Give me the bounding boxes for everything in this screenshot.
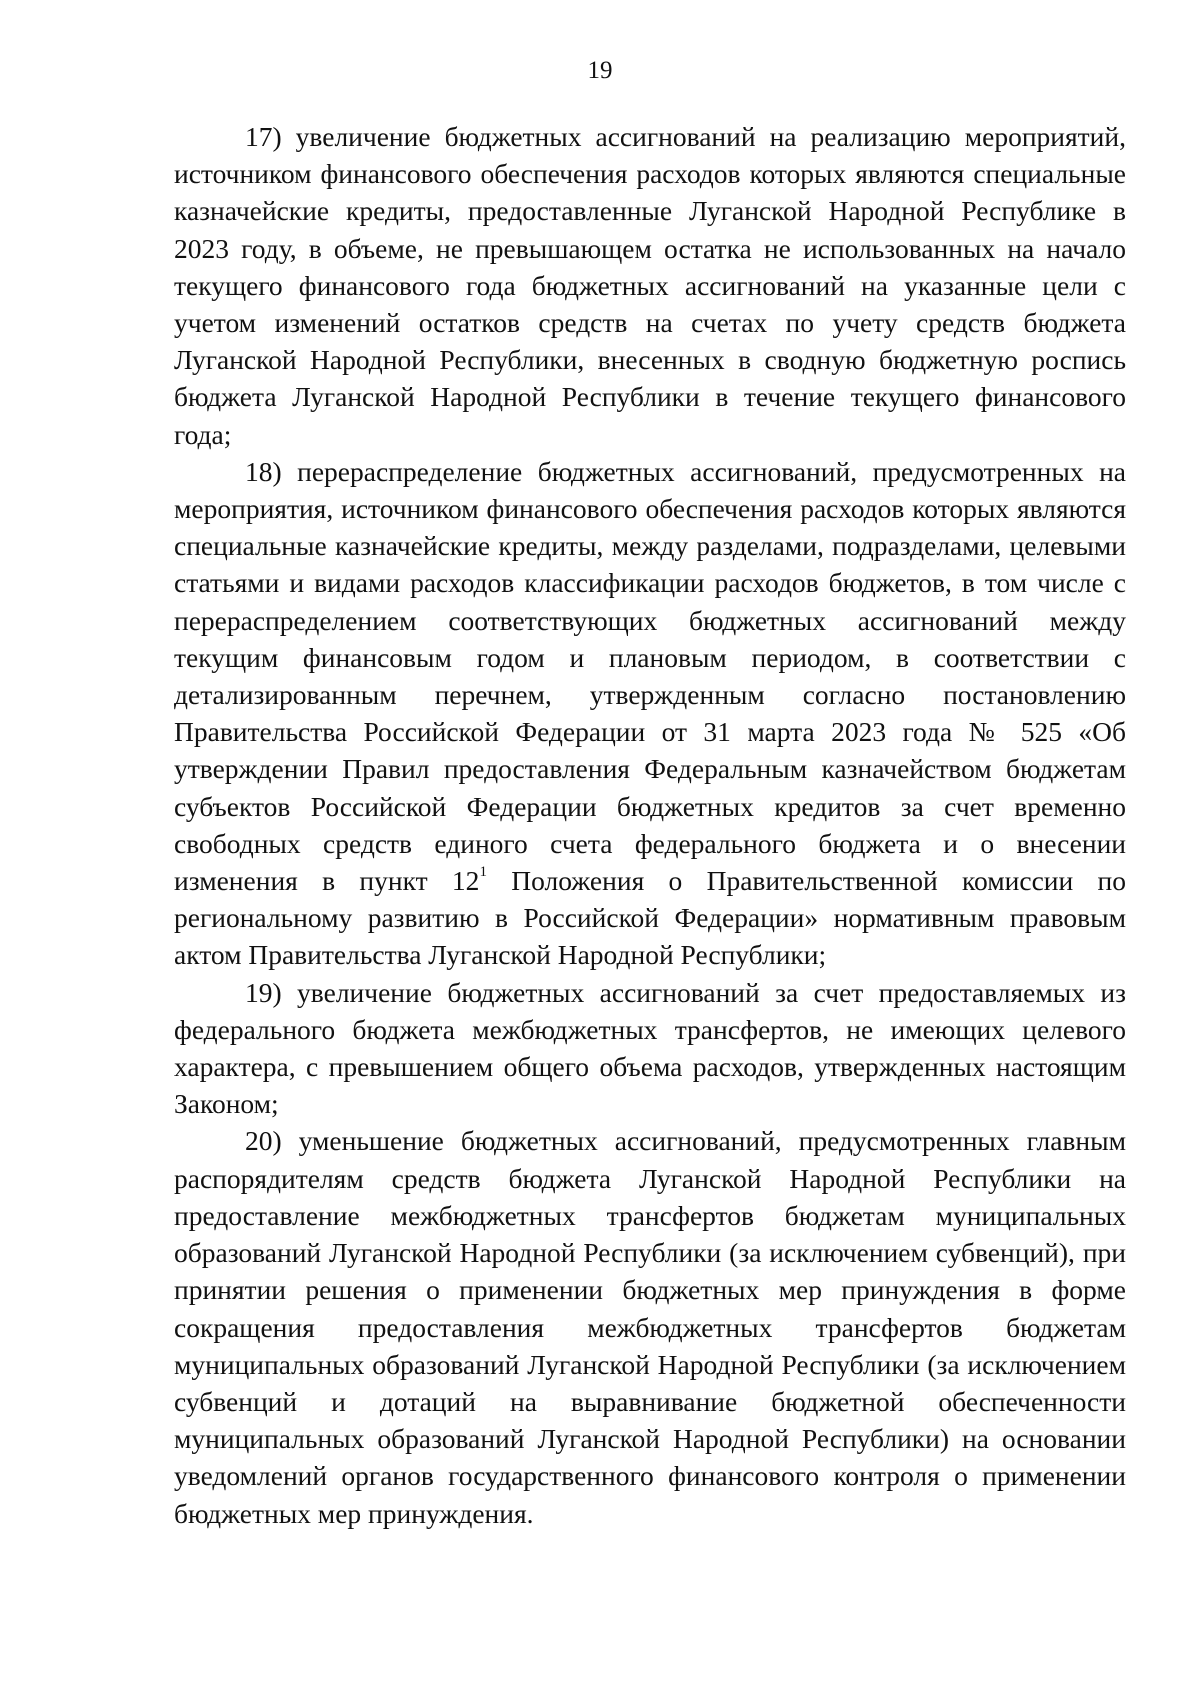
paragraph-item-17: 17) увеличение бюджетных ассигнований на реализацию мероприятий, источником финансового обеспечения расходов которых являются специальные казначейские кредиты, предоставленные Луганской Народной Республике в 2023 году, в объеме, не превышающем остатка не использованных на начало текущего финансового года бюджетных ассигнований на указанные цели с учетом изменений остатков средств на счетах по учету средств бюджета Луганской Народной Республики, внесенных в сводную бюджетную роспись бюджета Луганской Народной Республики в течение текущего финансового года; (174, 121, 1126, 450)
superscript-index: 1 (479, 864, 487, 881)
paragraph-item-20: 20) уменьшение бюджетных ассигнований, предусмотренных главным распорядителям средств бюджета Луганской Народной Республики на предоставление межбюджетных трансфертов бюджетам муниципальных образований Луганской Народной Республики (за исключением субвенций), при принятии решения о применении бюджетных мер принуждения в форме сокращения предоставления межбюджетных трансфертов бюджетам муниципальных образований Луганской Народной Республики (за исключением субвенций и дотаций на выравнивание бюджетной обеспеченности муниципальных образований Луганской Народной Республики) на основании уведомлений органов государственного финансового контроля о применении бюджетных мер принуждения. (174, 1125, 1126, 1529)
document-body (174, 118, 1126, 1532)
paragraph-item-18-text-start: 18) перераспределение бюджетных ассигнований, предусмотренных на мероприятия, источником финансового обеспечения расходов которых являются специальные казначейские кредиты, между разделами, подразделами, целевыми статьями и видами расходов классификации расходов бюджетов, в том числе с перераспределением соответствующих бюджетных ассигнований между текущим финансовым годом и плановым периодом, в соответствии с детализированным перечнем, утвержденным согласно постановлению Правительства Российской Федерации от 31 марта 2023 года № 525 «Об утверждении Правил предоставления Федеральным казначейством бюджетам субъектов Российской Федерации бюджетных кредитов за счет временно свободных средств единого счета федерального бюджета и о внесении изменения в пункт 12 (174, 455, 1126, 897)
paragraph-item-18 (174, 453, 1126, 974)
paragraph-item-18-text-end: Положения о Правительственной комиссии по региональному развитию в Российской Федерации» нормативным правовым актом Правительства Луганской Народной Республики; (174, 865, 1126, 971)
paragraph-item-19: 19) увеличение бюджетных ассигнований за счет предоставляемых из федерального бюджета межбюджетных трансфертов, не имеющих целевого характера, с превышением общего объема расходов, утвержденных настоящим Законом; (174, 976, 1126, 1120)
page-number: 19 (587, 57, 613, 84)
